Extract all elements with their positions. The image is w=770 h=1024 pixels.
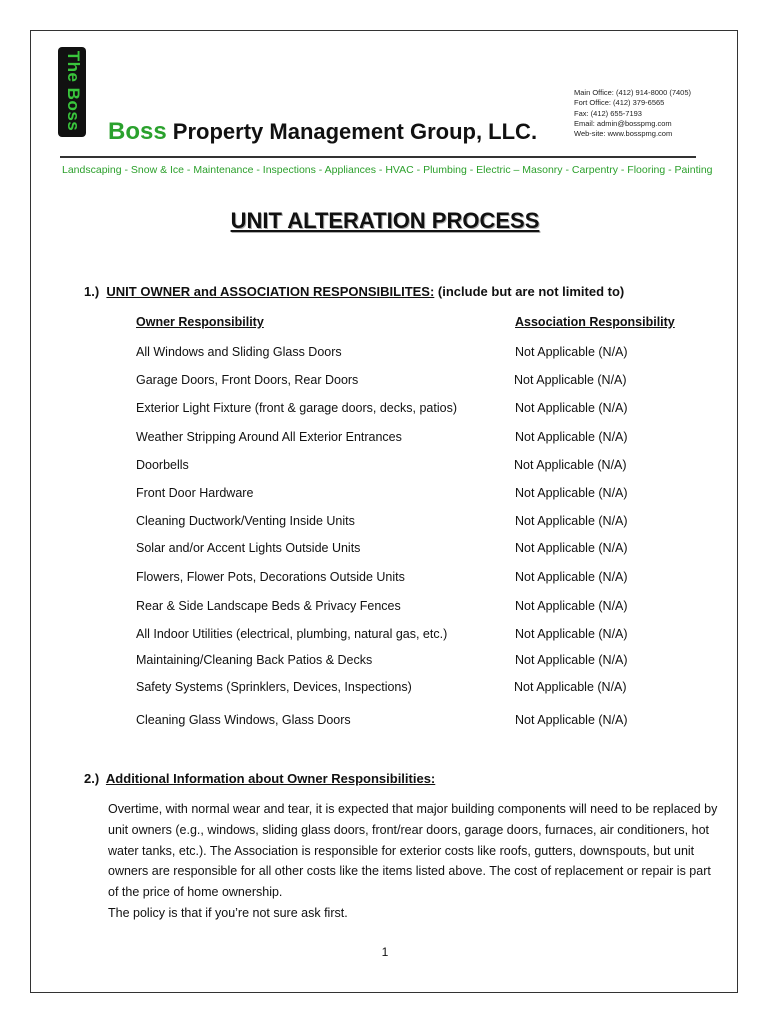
contact-email: Email: admin@bosspmg.com [574, 118, 672, 128]
association-item: Not Applicable (N/A) [515, 713, 628, 727]
company-rest: Property Management Group, LLC. [166, 119, 538, 144]
owner-item: Flowers, Flower Pots, Decorations Outside Units [136, 570, 405, 584]
section2-number: 2.) [84, 771, 100, 786]
association-item: Not Applicable (N/A) [515, 514, 628, 528]
page-number: 1 [381, 945, 389, 959]
company-boss: Boss [108, 118, 167, 145]
section2-paragraph: Overtime, with normal wear and tear, it is expected that major building components will need to be replaced by unit owners (e.g., windows, sliding glass doors, front/rear doors, garage doors, furnaces, air conditioners, hot water tanks, etc.). The Association is responsible for exterior costs like roofs, gutters, downspouts, but unit owners are responsible for all other costs like the items listed above. The cost of replacement or repair is part of the price of home ownership. [108, 802, 718, 900]
owner-item: Solar and/or Accent Lights Outside Units [136, 541, 361, 555]
page-title: UNIT ALTERATION PROCESS [230, 208, 540, 233]
owner-item: Doorbells [136, 458, 189, 472]
association-item: Not Applicable (N/A) [515, 599, 628, 613]
contact-block [574, 88, 691, 139]
section1-note: (include but are not limited to) [434, 284, 625, 299]
owner-item: Rear & Side Landscape Beds & Privacy Fences [136, 599, 401, 613]
contact-fax: Fax: (412) 655-7193 [574, 108, 642, 118]
owner-item: Exterior Light Fixture (front & garage doors, decks, patios) [136, 401, 457, 415]
association-item: Not Applicable (N/A) [515, 653, 628, 667]
section1-number: 1.) [84, 284, 100, 299]
association-item: Not Applicable (N/A) [515, 541, 628, 555]
owner-item: Cleaning Ductwork/Venting Inside Units [136, 514, 355, 528]
contact-main-office: Main Office: (412) 914-8000 (7405) [574, 88, 692, 97]
owner-item: Cleaning Glass Windows, Glass Doors [136, 713, 351, 727]
owner-item: Garage Doors, Front Doors, Rear Doors [136, 373, 359, 387]
association-column-header: Association Responsibility [515, 315, 675, 329]
header-divider [60, 156, 696, 158]
association-item: Not Applicable (N/A) [514, 458, 627, 472]
owner-item: Safety Systems (Sprinklers, Devices, Inspections) [136, 680, 412, 694]
association-item: Not Applicable (N/A) [514, 373, 627, 387]
contact-fort-office: Fort Office: (412) 379-6565 [574, 98, 665, 108]
association-item: Not Applicable (N/A) [515, 430, 628, 444]
owner-item: Front Door Hardware [136, 486, 254, 500]
owner-item: All Windows and Sliding Glass Doors [136, 345, 342, 359]
owner-column-header: Owner Responsibility [136, 315, 264, 329]
services-line: Landscaping - Snow & Ice - Maintenance - Inspections - Appliances - HVAC - Plumbing - Electric – Masonry - Carpentry - Flooring - Painting [62, 164, 713, 176]
association-item: Not Applicable (N/A) [515, 401, 628, 415]
boss-logo [58, 47, 86, 137]
section1-heading [84, 284, 624, 299]
association-item: Not Applicable (N/A) [515, 345, 628, 359]
owner-item: Weather Stripping Around All Exterior Entrances [136, 430, 402, 444]
association-item: Not Applicable (N/A) [515, 486, 628, 500]
section2-policy: The policy is that if you’re not sure ask first. [108, 905, 348, 920]
association-item: Not Applicable (N/A) [514, 680, 627, 694]
section2-body [108, 799, 718, 924]
company-name [108, 118, 537, 146]
association-item: Not Applicable (N/A) [515, 627, 628, 641]
logo-text: The Boss [64, 50, 83, 132]
section2-heading [84, 771, 435, 786]
association-item: Not Applicable (N/A) [515, 570, 628, 584]
section2-title: Additional Information about Owner Responsibilities: [105, 771, 436, 786]
owner-item: All Indoor Utilities (electrical, plumbing, natural gas, etc.) [136, 627, 448, 641]
contact-website: Web-site: www.bosspmg.com [574, 129, 673, 139]
owner-item: Maintaining/Cleaning Back Patios & Decks [136, 653, 373, 667]
section1-title: UNIT OWNER and ASSOCIATION RESPONSIBILITES: [106, 284, 435, 299]
